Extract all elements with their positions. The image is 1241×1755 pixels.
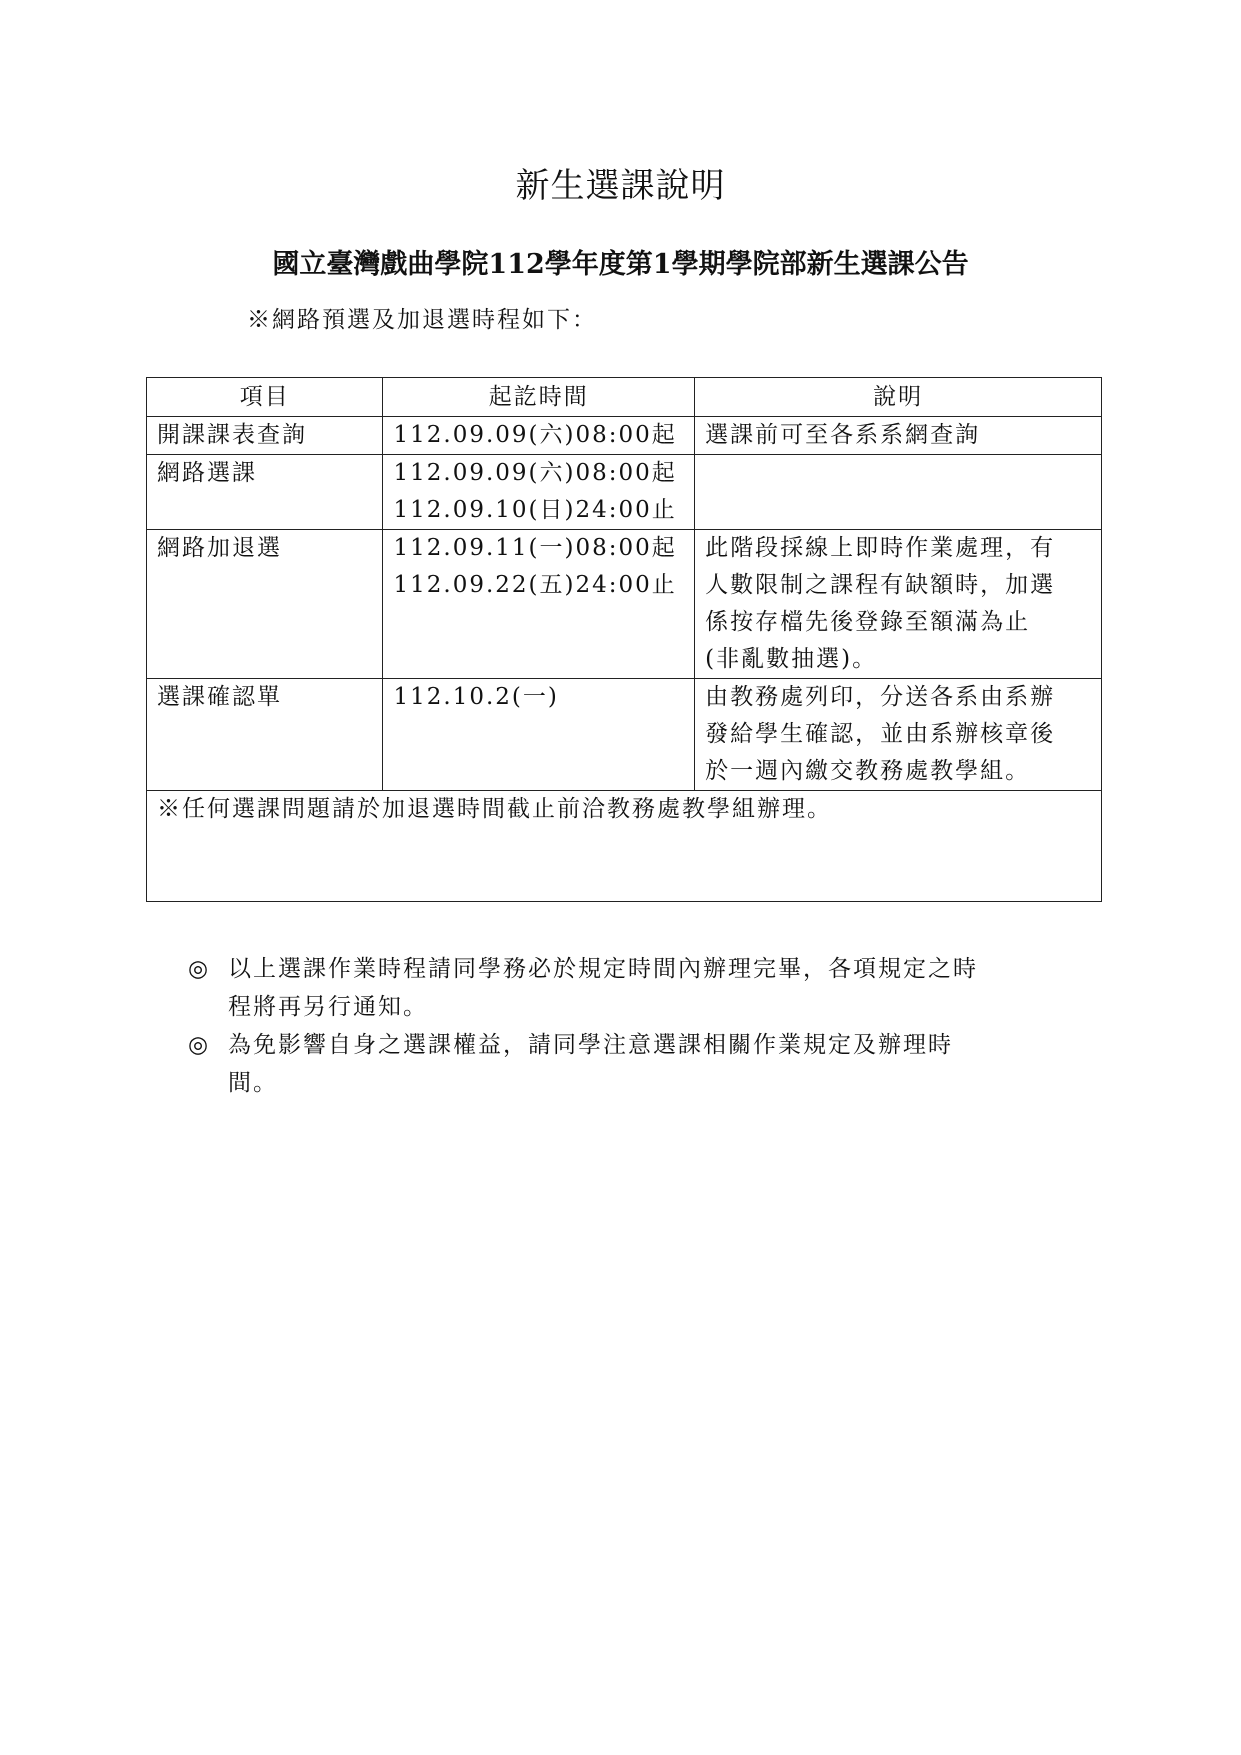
bullet-line: 間。 — [228, 1070, 278, 1096]
row-item: 選課確認單 — [147, 679, 383, 791]
header-item: 項目 — [147, 378, 383, 417]
bullet-line: 程將再另行通知。 — [228, 994, 428, 1020]
bullet-line: 為免影響自身之選課權益，請同學注意選課相關作業規定及辦理時 — [228, 1032, 953, 1058]
row-time — [383, 417, 695, 455]
bullet-mark: ◎ — [188, 956, 211, 982]
row-time — [383, 679, 695, 791]
description-line: 係按存檔先後登錄至額滿為止 — [705, 609, 1031, 635]
time-line: 112.09.11(一)08:00起 — [393, 535, 677, 561]
row-item: 網路選課 — [147, 455, 383, 530]
row-item: 開課課表查詢 — [147, 417, 383, 455]
row-time — [383, 530, 695, 679]
table-row — [147, 455, 1102, 530]
description-line: 發給學生確認，並由系辦核章後 — [705, 721, 1056, 747]
time-line: 112.09.09(六)08:00起 — [393, 460, 677, 486]
description-line: 人數限制之課程有缺額時，加選 — [705, 572, 1056, 598]
row-description — [695, 679, 1102, 791]
description-line: 選課前可至各系系網查詢 — [705, 422, 981, 448]
table-row — [147, 417, 1102, 455]
time-line: 112.10.2(一) — [393, 684, 559, 710]
bullet-mark: ◎ — [188, 1032, 211, 1058]
table-note-row — [147, 791, 1102, 902]
table-header-row — [147, 378, 1102, 417]
time-line: 112.09.10(日)24:00止 — [393, 497, 677, 523]
row-description — [695, 455, 1102, 530]
row-time — [383, 455, 695, 530]
bullet-line: 以上選課作業時程請同學務必於規定時間內辦理完畢，各項規定之時 — [228, 956, 978, 982]
schedule-intro: ※網路預選及加退選時程如下： — [247, 307, 597, 333]
row-description — [695, 530, 1102, 679]
description-line: 此階段採線上即時作業處理，有 — [705, 535, 1056, 561]
bullet-list — [188, 950, 1088, 1102]
page-title: 新生選課說明 — [515, 166, 726, 206]
description-line: 於一週內繳交教務處教學組。 — [705, 758, 1031, 784]
bullet-item — [188, 1026, 1088, 1102]
row-description — [695, 417, 1102, 455]
bullet-item — [188, 950, 1088, 1026]
description-line: 由教務處列印，分送各系由系辦 — [705, 684, 1056, 710]
announcement-heading: 國立臺灣戲曲學院112學年度第1學期學院部新生選課公告 — [272, 249, 969, 280]
time-line: 112.09.09(六)08:00起 — [393, 422, 677, 448]
schedule-table — [146, 377, 1102, 902]
table-row — [147, 530, 1102, 679]
time-line: 112.09.22(五)24:00止 — [393, 572, 677, 598]
header-description: 說明 — [695, 378, 1102, 417]
table-note: ※任何選課問題請於加退選時間截止前洽教務處教學組辦理。 — [147, 791, 1102, 902]
description-line: (非亂數抽選)。 — [705, 646, 878, 672]
row-item: 網路加退選 — [147, 530, 383, 679]
table-row — [147, 679, 1102, 791]
header-time: 起訖時間 — [383, 378, 695, 417]
